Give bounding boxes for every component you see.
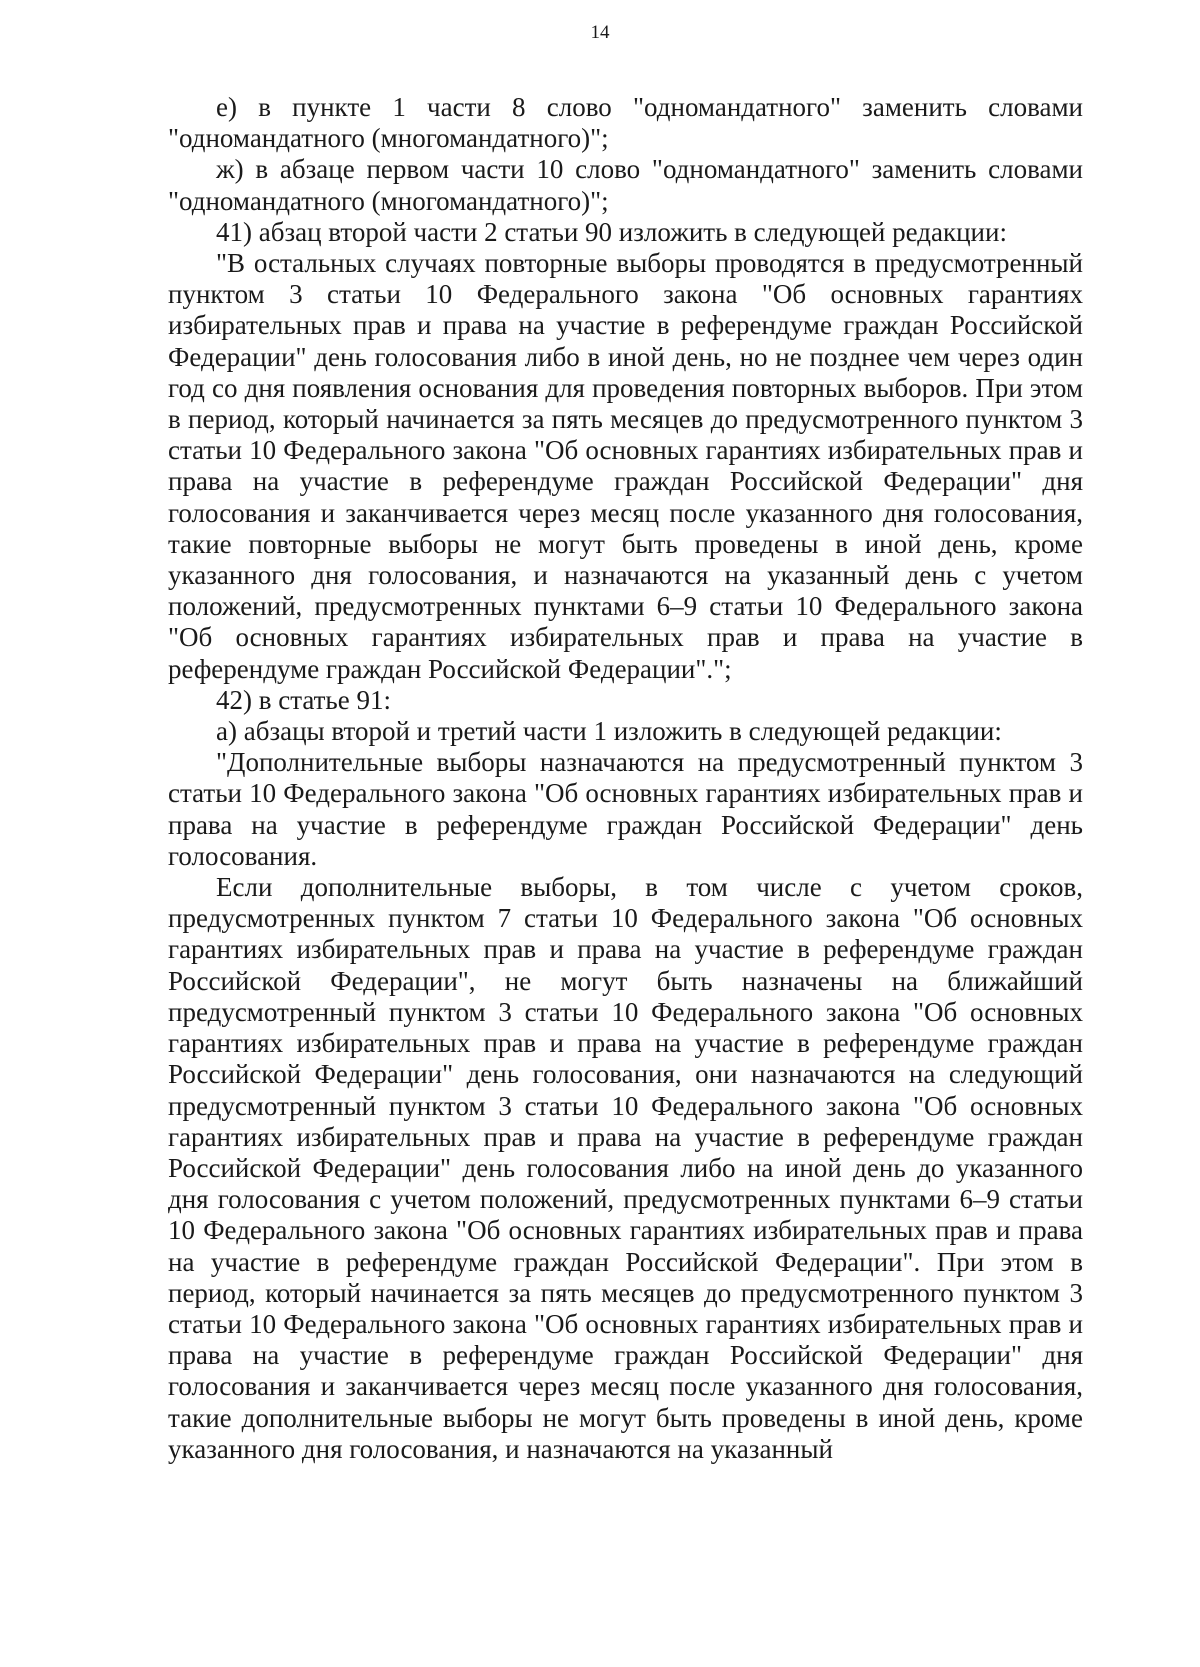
document-body: [168, 92, 1083, 1465]
paragraph-zh: ж) в абзаце первом части 10 слово "одномандатного" заменить словами "одномандатного (многомандатного)";: [168, 154, 1083, 216]
page-number: 14: [590, 22, 610, 43]
paragraph-e: е) в пункте 1 части 8 слово "одномандатного" заменить словами "одномандатного (многомандатного)";: [168, 92, 1083, 154]
paragraph-42: 42) в статье 91:: [216, 684, 391, 715]
paragraph-42-a-quote-2: Если дополнительные выборы, в том числе с учетом сроков, предусмотренных пунктом 7 статьи 10 Федерального закона "Об основных гарантиях избирательных прав и права на участие в референдуме граждан Российской Федерации", не могут быть назначены на ближайший предусмотренный пунктом 3 статьи 10 Федерального закона "Об основных гарантиях избирательных прав и права на участие в референдуме граждан Российской Федерации" день голосования, они назначаются на следующий предусмотренный пунктом 3 статьи 10 Федерального закона "Об основных гарантиях избирательных прав и права на участие в референдуме граждан Российской Федерации" день голосования либо на иной день до указанного дня голосования с учетом положений, предусмотренных пунктами 6–9 статьи 10 Федерального закона "Об основных гарантиях избирательных прав и права на участие в референдуме граждан Российской Федерации". При этом в период, который начинается за пять месяцев до предусмотренного пунктом 3 статьи 10 Федерального закона "Об основных гарантиях избирательных прав и права на участие в референдуме граждан Российской Федерации" дня голосования и заканчивается через месяц после указанного дня голосования, такие дополнительные выборы не могут быть проведены в иной день, кроме указанного дня голосования, и назначаются на указанный: [168, 872, 1083, 1464]
paragraph-42-a-quote-1: "Дополнительные выборы назначаются на предусмотренный пунктом 3 статьи 10 Федерального закона "Об основных гарантиях избирательных прав и права на участие в референдуме граждан Российской Федерации" день голосования.: [168, 747, 1083, 871]
paragraph-42-a: а) абзацы второй и третий части 1 изложить в следующей редакции:: [216, 716, 1002, 747]
paragraph-41: 41) абзац второй части 2 статьи 90 изложить в следующей редакции:: [216, 216, 1007, 247]
paragraph-41-quote: "В остальных случаях повторные выборы проводятся в предусмотренный пунктом 3 статьи 10 Федерального закона "Об основных гарантиях избирательных прав и права на участие в референдуме граждан Российской Федерации" день голосования либо в иной день, но не позднее чем через один год со дня появления основания для проведения повторных выборов. При этом в период, который начинается за пять месяцев до предусмотренного пунктом 3 статьи 10 Федерального закона "Об основных гарантиях избирательных прав и права на участие в референдуме граждан Российской Федерации" дня голосования и заканчивается через месяц после указанного дня голосования, такие повторные выборы не могут быть проведены в иной день, кроме указанного дня голосования, и назначаются на указанный день с учетом положений, предусмотренных пунктами 6–9 статьи 10 Федерального закона "Об основных гарантиях избирательных прав и права на участие в референдуме граждан Российской Федерации".";: [168, 248, 1083, 684]
